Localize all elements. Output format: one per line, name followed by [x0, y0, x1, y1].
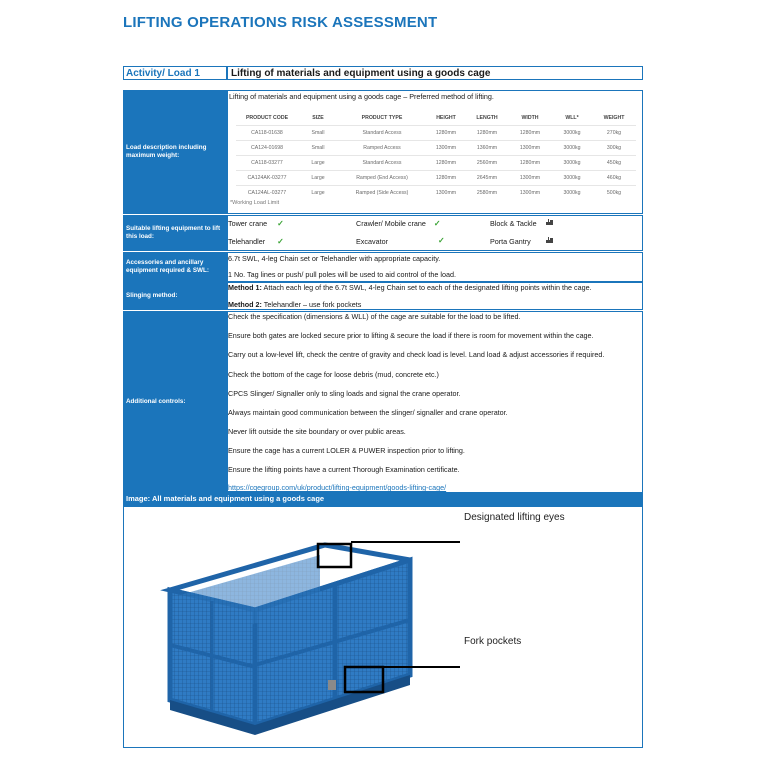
control-item: Never lift outside the site boundary or over public areas.	[228, 427, 406, 436]
cell-type: Ramped (Side Access)	[338, 186, 426, 201]
cell-width: 1280mm	[508, 156, 552, 171]
cell-length: 2580mm	[466, 186, 508, 201]
accessories-line-2: 1 No. Tag lines or push/ pull poles will be used to aid control of the load.	[228, 270, 457, 279]
cell-code: CA124AL-03277	[236, 186, 298, 201]
control-item: Ensure the cage has a current LOLER & PUWER inspection prior to lifting.	[228, 446, 465, 455]
cell-width: 1280mm	[508, 126, 552, 141]
accessories-line-1: 6.7t SWL, 4-leg Chain set or Telehandler with appropriate capacity.	[228, 254, 441, 263]
cell-length: 1280mm	[466, 126, 508, 141]
cell-weight: 300kg	[592, 141, 636, 156]
cell-height: 1300mm	[426, 141, 466, 156]
method-1-title: Method 1:	[228, 283, 262, 292]
equipment-name: Crawler/ Mobile crane	[356, 219, 426, 228]
control-item: Carry out a low-level lift, check the centre of gravity and check load is level. Land load & adjust accessories if required.	[228, 350, 605, 359]
col-weight: WEIGHT	[603, 115, 625, 121]
equipment-label: Suitable lifting equipment to lift this load:	[123, 215, 227, 251]
method-1-text: Attach each leg of the 6.7t SWL, 4-leg Chain set to each of the designated lifting points within the cage.	[261, 283, 592, 292]
cell-weight: 460kg	[592, 171, 636, 186]
cell-wll: 3000kg	[552, 171, 592, 186]
callout-lifting-eyes: Designated lifting eyes	[464, 512, 565, 523]
equipment-name: Porta Gantry	[490, 237, 531, 246]
cell-length: 2645mm	[466, 171, 508, 186]
image-section-label: Image: All materials and equipment using a goods cage	[123, 493, 643, 506]
load-description-label: Load description including maximum weight:	[123, 90, 227, 214]
controls-label: Additional controls:	[123, 311, 227, 493]
method-2-title: Method 2:	[228, 300, 262, 309]
cell-size: Large	[298, 171, 338, 186]
cell-code: CA124-01698	[236, 141, 298, 156]
check-icon: ✓	[438, 236, 445, 245]
cell-wll: 3000kg	[552, 126, 592, 141]
col-wll: WLL*	[565, 115, 579, 121]
cell-type: Ramped (End Access)	[338, 171, 426, 186]
equipment-name: Tower crane	[228, 219, 268, 228]
accessories-label: Accessories and ancillary equipment required & SWL:	[123, 252, 227, 282]
cell-wll: 3000kg	[552, 156, 592, 171]
col-product-code: PRODUCT CODE	[245, 115, 289, 121]
cell-width: 1300mm	[508, 141, 552, 156]
cell-size: Small	[298, 141, 338, 156]
product-link[interactable]: https://cqegroup.com/uk/product/lifting-equipment/goods-lifting-cage/	[228, 483, 447, 492]
col-product-type: PRODUCT TYPE	[361, 115, 403, 121]
cell-height: 1280mm	[426, 126, 466, 141]
method-2-text: Telehandler – use fork pockets	[261, 300, 362, 309]
cell-width: 1300mm	[508, 186, 552, 201]
control-item: Ensure the lifting points have a current Thorough Examination certificate.	[228, 465, 460, 474]
cell-size: Large	[298, 156, 338, 171]
activity-value: Lifting of materials and equipment using a goods cage	[227, 66, 643, 80]
cell-code: CA118-01638	[236, 126, 298, 141]
col-width: WIDTH	[521, 115, 539, 121]
cell-height: 1280mm	[426, 171, 466, 186]
check-icon: ✓	[277, 237, 284, 246]
cell-code: CA118-03277	[236, 156, 298, 171]
activity-label: Activity/ Load 1	[123, 66, 227, 80]
cell-weight: 500kg	[592, 186, 636, 201]
cell-weight: 270kg	[592, 126, 636, 141]
equipment-name: Telehandler	[228, 237, 266, 246]
callout-fork-pockets: Fork pockets	[464, 636, 522, 647]
col-length: LENGTH	[476, 115, 498, 121]
cell-code: CA124AK-03277	[236, 171, 298, 186]
cell-type: Ramped Access	[338, 141, 426, 156]
control-item: Check the specification (dimensions & WLL) of the cage are suitable for the load to be lifted.	[228, 312, 521, 321]
cell-height: 1300mm	[426, 186, 466, 201]
load-description-intro: Lifting of materials and equipment using a goods cage – Preferred method of lifting.	[229, 92, 494, 101]
cell-wll: 3000kg	[552, 141, 592, 156]
cell-length: 1360mm	[466, 141, 508, 156]
check-icon: ✓	[277, 219, 284, 228]
cell-type: Standard Access	[338, 126, 426, 141]
cell-type: Standard Access	[338, 156, 426, 171]
wll-footnote: *Working Load Limit	[230, 200, 280, 206]
control-item: Check the bottom of the cage for loose debris (mud, concrete etc.)	[228, 370, 439, 379]
cell-wll: 3000kg	[552, 186, 592, 201]
cell-size: Small	[298, 126, 338, 141]
cell-height: 1280mm	[426, 156, 466, 171]
cell-size: Large	[298, 186, 338, 201]
cell-length: 2560mm	[466, 156, 508, 171]
col-size: SIZE	[312, 115, 324, 121]
slinging-label: Slinging method:	[123, 282, 227, 310]
control-item: Always maintain good communication between the slinger/ signaller and crane operator.	[228, 408, 508, 417]
control-item: Ensure both gates are locked secure prior to lifting & secure the load if there is room for movement within the cage.	[228, 331, 594, 340]
equipment-name: Block & Tackle	[490, 219, 537, 228]
cell-weight: 450kg	[592, 156, 636, 171]
page-title: LIFTING OPERATIONS RISK ASSESSMENT	[123, 14, 438, 31]
equipment-name: Excavator	[356, 237, 388, 246]
check-icon: ✓	[433, 219, 441, 228]
cell-width: 1300mm	[508, 171, 552, 186]
control-item: CPCS Slinger/ Signaller only to sling loads and signal the crane operator.	[228, 389, 461, 398]
col-height: HEIGHT	[436, 115, 456, 121]
